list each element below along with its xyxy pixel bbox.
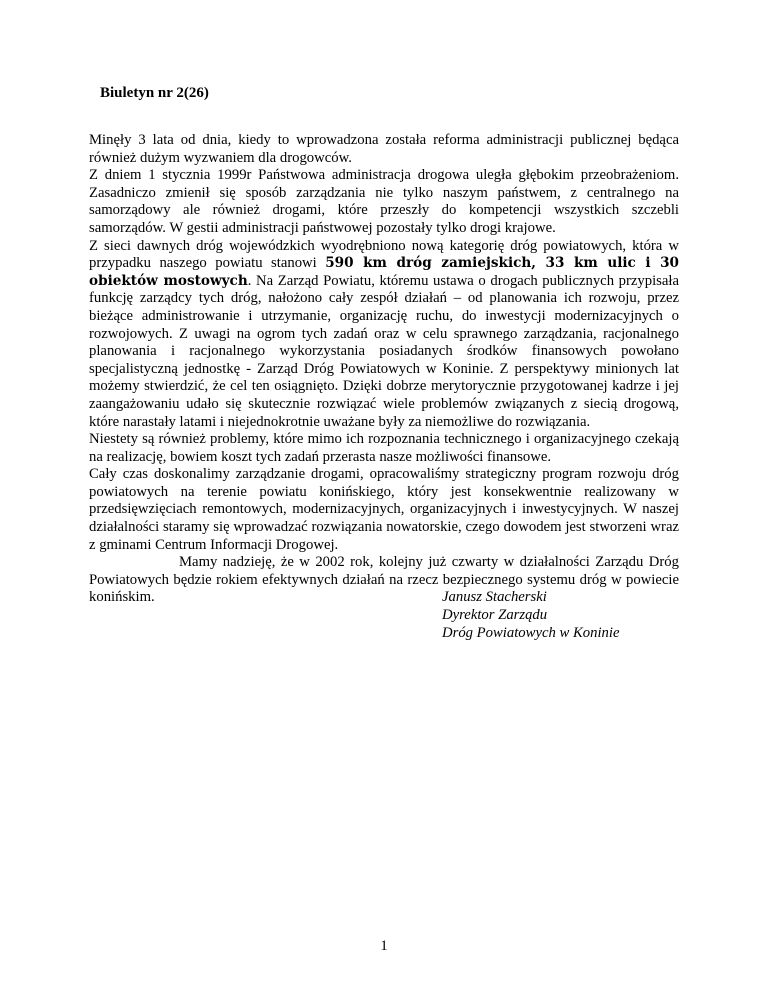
paragraph-road-network-end: . Na Zarząd Powiatu, któremu ustawa o drogach publicznych przypisała funkcję zarządcy tych dróg, nałożono cały zespół działań – od planowania ich rozwoju, przez bieżące administrowanie i utrzymanie, organizację ruchu, do inwestycji modernizacyjnych o rozwojowych. Z uwagi na ogrom tych zadań oraz w celu sprawnego zarządzania, racjonalnego planowania i racjonalnego wykorzystania posiadanych środków finansowych powołano specjalistyczną jednostkę - Zarząd Dróg Powiatowych w Koninie. Z perspektywy minionych lat możemy stwierdzić, że cel ten osiągnięto. Dzięki dobrze merytorycznie przygotowanej kadrze i jej zaangażowaniu udało się skutecznie rozwiązać wiele problemów związanych z siecią drogową, które narastały latami i niejednokrotnie uważane były za niemożliwe do rozwiązania. <box>89 272 679 430</box>
road-network-figures: 590 km dróg zamiejskich, 33 km ulic i 30 obiektów mostowych <box>89 255 679 289</box>
page-number: 1 <box>380 938 388 954</box>
signature-position: Dyrektor Zarządu <box>442 607 548 623</box>
paragraph-problems: Niestety są również problemy, które mimo ich rozpoznania technicznego i organizacyjnego czekają na realizację, bowiem koszt tych zadań przerasta nasze możliwości finansowe. <box>89 431 679 465</box>
signature-organization: Dróg Powiatowych w Koninie <box>442 625 620 641</box>
paragraph-road-network <box>89 238 679 432</box>
letter-body <box>89 132 679 607</box>
bulletin-title: Biuletyn nr 2(26) <box>100 85 209 101</box>
paragraph-road-network-start: Z sieci dawnych dróg wojewódzkich wyodrębniono nową kategorię dróg powiatowych, która w przypadku naszego powiatu stanowi <box>89 237 679 272</box>
paragraph-hope: Mamy nadzieję, że w 2002 rok, kolejny już czwarty w działalności Zarządu Dróg Powiatowych będzie rokiem efektywnych działań na rzecz bezpiecznego systemu dróg w powiecie konińskim. <box>89 554 679 606</box>
paragraph-intro: Minęły 3 lata od dnia, kiedy to wprowadzona została reforma administracji publicznej będąca również dużym wyzwaniem dla drogowców. <box>89 132 679 166</box>
signature-block <box>442 588 619 642</box>
signature-name: Janusz Stacherski <box>442 589 547 605</box>
paragraph-reform: Z dniem 1 stycznia 1999r Państwowa administracja drogowa uległa głębokim przeobrażeniom. Zasadniczo zmienił się sposób zarządzania nie tylko naszym państwem, z centralnego na samorządowy ale również drogami, które przeszły do kompetencji wszystkich szczebli samorządów. W gestii administracji państwowej pozostały tylko drogi krajowe. <box>89 167 679 236</box>
paragraph-improvements: Cały czas doskonalimy zarządzanie drogami, opracowaliśmy strategiczny program rozwoju dróg powiatowych na terenie powiatu konińskiego, który jest konsekwentnie realizowany w przedsięwzięciach remontowych, modernizacyjnych, organizacyjnych i inwestycyjnych. W naszej działalności staramy się wprowadzać rozwiązania nowatorskie, czego dowodem jest stworzeni wraz z gminami Centrum Informacji Drogowej. <box>89 466 679 553</box>
